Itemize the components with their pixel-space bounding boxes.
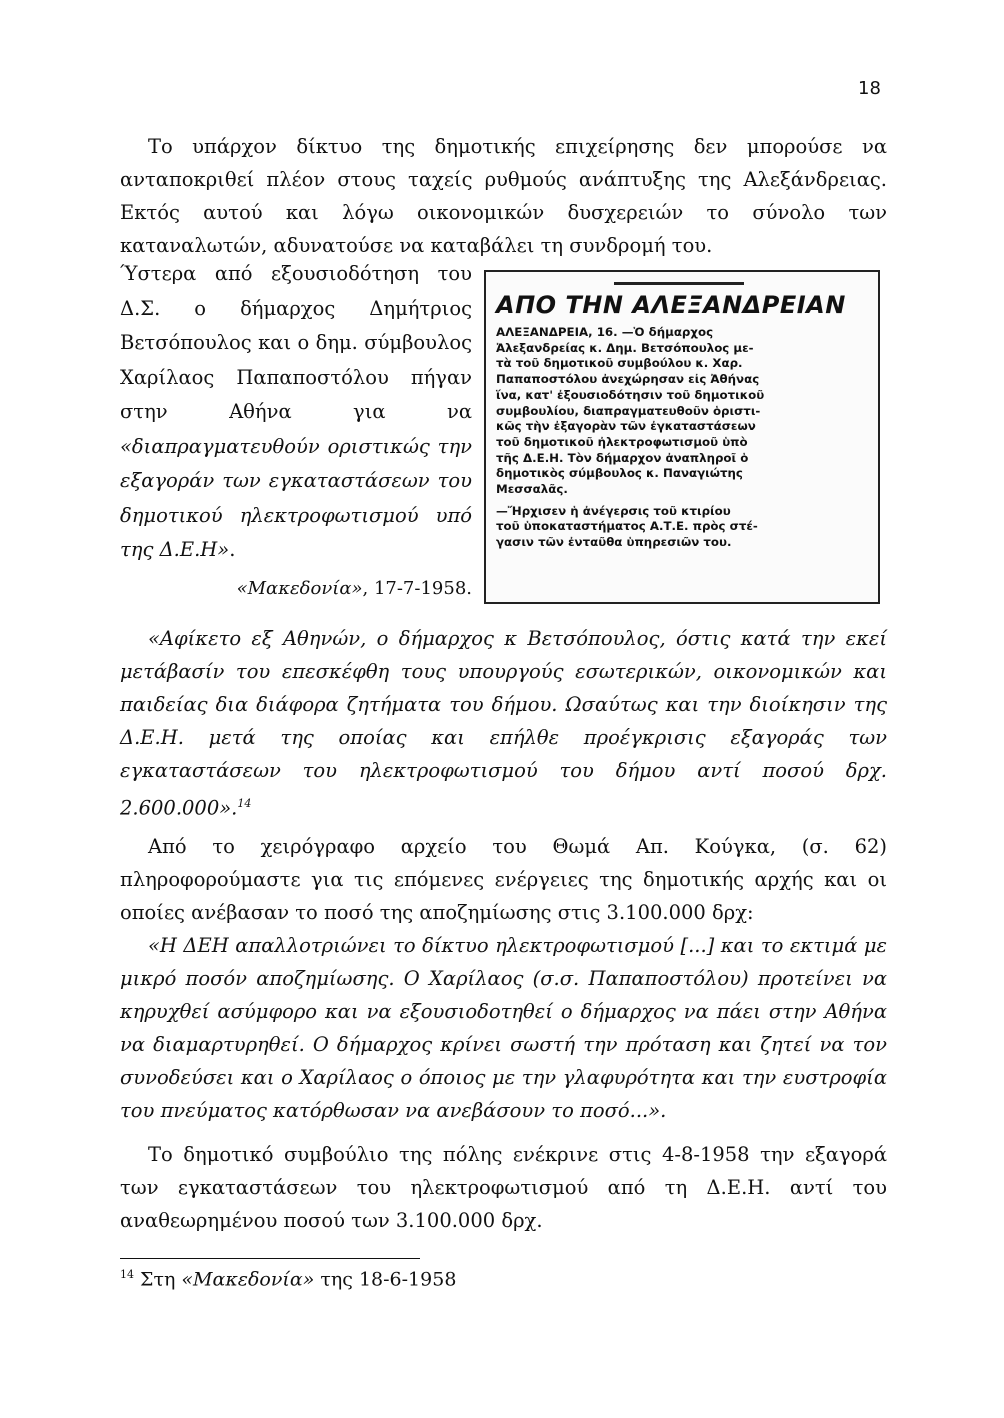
- footnote-suffix: της 18-6-1958: [314, 1268, 457, 1291]
- page-number: 18: [858, 78, 881, 99]
- clipping-line: δημοτικὸς σύμβουλος κ. Παναγιώτης: [496, 466, 743, 481]
- clipping-line: ΑΛΕΞΑΝΔΡΕΙΑ, 16. —Ὁ δήμαρχος: [496, 325, 714, 339]
- clipping-line: τὰ τοῦ δημοτικοῦ συμβούλου κ. Χαρ.: [496, 356, 743, 371]
- source-citation: [120, 572, 472, 607]
- paragraph-archive: Από το χειρόγραφο αρχείο του Θωμά Απ. Κούγκα, (σ. 62) πληροφορούμαστε για τις επόμενες ενέργειες της δημοτικής αρχής και οι οποίες ανέβασαν το ποσό της αποζημίωσης στις 3.100.000 δρχ:: [120, 835, 887, 924]
- source-paper: «Μακεδονία»: [236, 577, 363, 599]
- clipping-line: Μεσσαλᾶς.: [496, 482, 568, 497]
- source-date: , 17-7-1958.: [362, 577, 472, 599]
- clipping-line: ἵνα, κατ' ἐξουσιοδότησιν τοῦ δημοτικοῦ: [496, 387, 765, 402]
- clipping-line: κῶς τὴν ἐξαγορὰν τῶν ἐγκαταστάσεων: [496, 419, 756, 434]
- footnote-prefix: Στη: [134, 1268, 182, 1291]
- footnote-separator: [120, 1258, 420, 1259]
- clipping-line: —Ἤρχισεν ἡ ἀνέγερσις τοῦ κτιρίου: [496, 503, 731, 518]
- quote-archive: «Η ΔΕΗ απαλλοτριώνει το δίκτυο ηλεκτροφωτισμού [...] και το εκτιμά με μικρό ποσόν αποζημίωσης. Ο Χαρίλαος (σ.σ. Παπαποστόλου) προτείνει να κηρυχθεί ασύμφορο και να εξουσιοδοτηθεί ο δήμαρχος να πάει στην Αθήνα να διαμαρτυρηθεί. Ο δήμαρχος κρίνει σωστή την πρόταση και ζητεί να τον συνοδεύσει και ο Χαρίλαος ο όποιος με την γλαφυρότητα και την ευστροφία του πνεύματος κατόρθωσαν να ανεβάσουν το ποσό...».: [120, 934, 887, 1122]
- clipping-top-rule: [614, 282, 744, 285]
- footnote: [120, 1268, 456, 1290]
- left-column-text: [120, 257, 472, 606]
- left-column-period: .: [229, 538, 236, 561]
- clipping-body: [496, 325, 870, 498]
- paragraph-intro: Το υπάρχον δίκτυο της δημοτικής επιχείρησης δεν μπορούσε να ανταποκριθεί πλέον στους ταχείς ρυθμούς ανάπτυξης της Αλεξάνδρειας. Εκτός αυτού και λόγω οικονομικών δυσχερειών το σύνολο των καταναλωτών, αδυνατούσε να καταβάλει τη συνδρομή του.: [120, 135, 887, 257]
- left-column-body: Ύστερα από εξουσιοδότηση του Δ.Σ. ο δήμαρχος Δημήτριος Βετσόπουλος και ο δημ. σύμβουλος Χαρίλαος Παπαποστόλου πήγαν στην Αθήνα για να: [120, 262, 472, 423]
- clipping-title: ΑΠΟ ΤΗΝ ΑΛΕΞΑΝΔΡΕΙΑΝ: [496, 291, 846, 319]
- clipping-line: συμβουλίου, διαπραγματευθοῦν ὁριστι-: [496, 403, 761, 418]
- quote-makedonia: [120, 622, 887, 825]
- clipping-line: τοῦ δημοτικοῦ ἠλεκτροφωτισμοῦ ὑπὸ: [496, 434, 748, 449]
- clipping-line: τοῦ ὑποκαταστήματος Α.Τ.Ε. πρὸς στέ-: [496, 519, 758, 534]
- newspaper-clipping: [484, 270, 880, 604]
- clipping-line: Ἀλεξανδρείας κ. Δημ. Βετσόπουλος με-: [496, 340, 754, 355]
- clipping-line: τῆς Δ.Ε.Η. Τὸν δήμαρχον ἀναπληροῖ ὁ: [496, 450, 749, 465]
- clipping-body-second: [496, 504, 870, 551]
- footnote-paper: «Μακεδονία»: [181, 1268, 315, 1291]
- quote-makedonia-text: «Αφίκετο εξ Αθηνών, ο δήμαρχος κ Βετσόπουλος, όστις κατά την εκεί μετάβασίν του επεσκέφθη τους υπουργούς εσωτερικών, οικονομικών και παιδείας δια διάφορα ζητήματα του δήμου. Ωσαύτως και την διοίκησιν της Δ.Ε.Η. μετά της οποίας και επήλθε προέγκρισις εξαγοράς των εγκαταστάσεων του ηλεκτροφωτισμού του δήμου αντί ποσού δρχ. 2.600.000».: [120, 627, 887, 820]
- footnote-ref: 14: [237, 797, 252, 810]
- clipping-line: Παπαποστόλου ἀνεχώρησαν εἰς Ἀθήνας: [496, 372, 760, 387]
- clipping-line: γασιν τῶν ἐνταῦθα ὑπηρεσιῶν του.: [496, 535, 732, 550]
- footnote-number: 14: [120, 1268, 134, 1281]
- left-column-quote: «διαπραγματευθούν οριστικώς την εξαγοράν των εγκαταστάσεων του δημοτικού ηλεκτροφωτισμού υπό της Δ.Ε.Η»: [120, 434, 472, 561]
- paragraph-council: Το δημοτικό συμβούλιο της πόλης ενέκρινε στις 4-8-1958 την εξαγορά των εγκαταστάσεων του ηλεκτροφωτισμού από τη Δ.Ε.Η. αντί του αναθεωρημένου ποσού των 3.100.000 δρχ.: [120, 1143, 887, 1232]
